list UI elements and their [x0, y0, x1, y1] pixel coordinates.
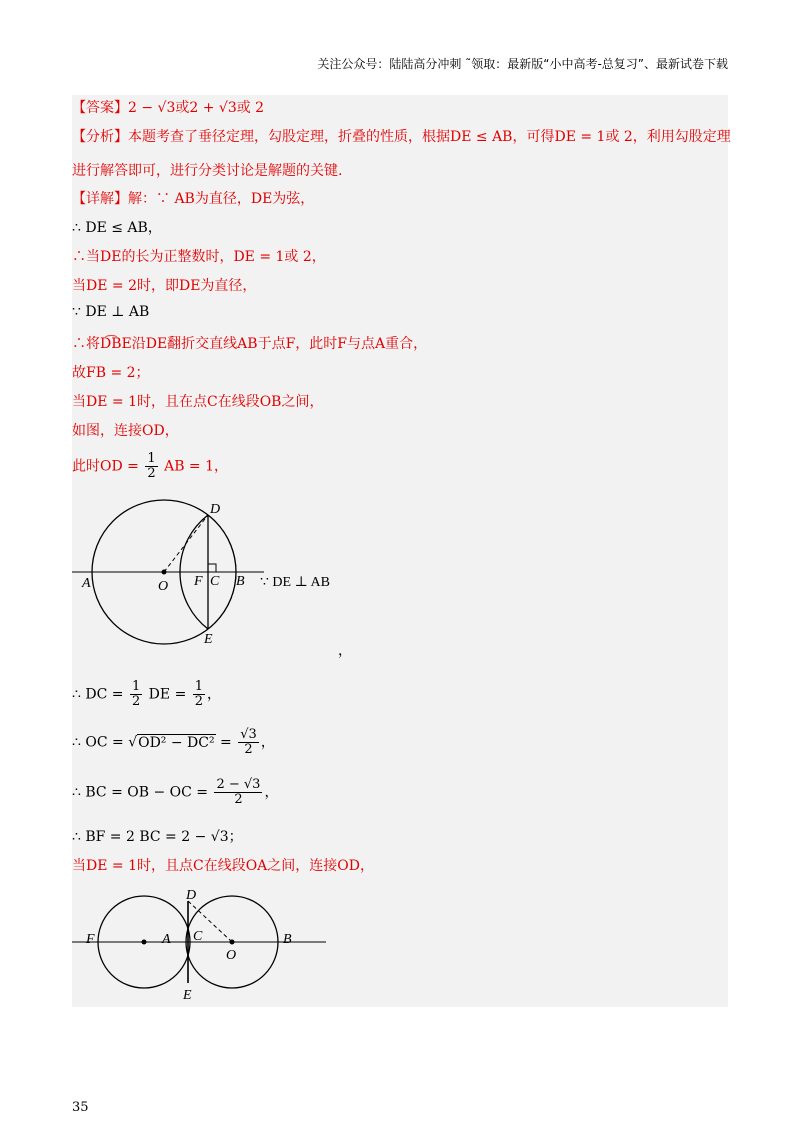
- detail-text-1: 解：∵ AB为直径，DE为弦，: [128, 191, 315, 207]
- oc-fraction-den: 2: [244, 742, 253, 757]
- label-a: A: [82, 576, 91, 591]
- label-a: A: [162, 932, 171, 947]
- label-d: D: [186, 888, 197, 903]
- detail-line-9: 如图，连接OD，: [72, 423, 179, 439]
- bc-fraction-num: 2 − √3: [216, 777, 261, 792]
- label-b: B: [283, 932, 292, 947]
- analysis-line-1: [72, 126, 731, 146]
- analysis-text-1: 本题考查了垂径定理，勾股定理，折叠的性质，根据DE ≤ AB，可得DE = 1或 2，利用勾股定理: [128, 129, 731, 145]
- center-point-o: [162, 570, 167, 575]
- answer-tag: 【答案】: [72, 100, 128, 116]
- dc-fraction-num: 1: [131, 679, 141, 694]
- figure-2: [72, 885, 342, 1005]
- label-f: F: [194, 574, 203, 589]
- oc-end: ，: [260, 734, 275, 751]
- left-center-point: [142, 940, 147, 945]
- segment-od: [164, 515, 208, 572]
- stray-comma: ，: [338, 643, 352, 659]
- right-angle-mark: [208, 564, 216, 572]
- fraction-denominator: 2: [147, 466, 156, 481]
- dc-fraction: [130, 680, 142, 709]
- detail-line-12: ∴ OC = √OD² − DC² = $\frac{√3}{2}$ ，: [72, 727, 275, 757]
- answer-text: 2 − √3或2 + √3或 2: [128, 100, 265, 116]
- dc-fraction-den: 2: [131, 694, 141, 709]
- half-fraction: [145, 452, 157, 481]
- oc-radicand: OD² − DC²: [138, 734, 215, 751]
- detail-line-2: ∴ DE ≤ AB，: [72, 220, 162, 236]
- answer-line: [72, 97, 264, 117]
- label-e: E: [183, 988, 192, 1003]
- de-fraction-num: 1: [194, 679, 204, 694]
- label-e: E: [204, 632, 213, 647]
- analysis-tag: 【分析】: [72, 129, 128, 145]
- bc-fraction-den: 2: [234, 792, 243, 807]
- od-text: 此时OD =: [72, 458, 139, 475]
- bc-fraction: [214, 778, 262, 807]
- detail-line-5: ∵ DE ⊥ AB: [72, 304, 150, 320]
- de-fraction-den: 2: [194, 694, 204, 709]
- label-c: C: [210, 574, 220, 589]
- detail-line-3: ∴当DE的长为正整数时，DE = 1或 2，: [72, 249, 326, 265]
- center-point-o: [230, 940, 235, 945]
- figure-1: [72, 495, 392, 655]
- fraction-numerator: 1: [147, 451, 156, 466]
- detail-line-10: [72, 452, 228, 481]
- label-o: O: [226, 948, 237, 963]
- oc-equals: =: [215, 734, 232, 751]
- bc-text: ∴ BC = OB − OC =: [72, 784, 209, 801]
- label-f: F: [86, 932, 95, 947]
- bc-end: ，: [264, 784, 279, 801]
- page-number: 35: [72, 1100, 89, 1115]
- detail-line-11: [72, 680, 221, 709]
- detail-line-13: [72, 778, 278, 807]
- oc-fraction-num: √3: [240, 727, 257, 742]
- label-o: O: [158, 579, 169, 594]
- detail-line-14: ∴ BF = 2 BC = 2 − √3；: [72, 829, 243, 845]
- dc-end: ，: [207, 686, 222, 703]
- detail-line-7: 故FB = 2；: [72, 365, 150, 381]
- analysis-line-2: 进行解答即可，进行分类讨论是解题的关键.: [72, 163, 343, 179]
- oc-text: ∴ OC =: [72, 734, 129, 751]
- detail-line-4: 当DE = 2时，即DE为直径，: [72, 278, 257, 294]
- side-note: ∵ DE ⊥ AB: [260, 575, 330, 590]
- dc-text: ∴ DC =: [72, 686, 124, 703]
- de-text: DE =: [148, 686, 187, 703]
- oc-fraction: [238, 728, 259, 757]
- detail-line-6: ∴将D͡BE沿DE翻折交直线AB于点F，此时F与点A重合，: [72, 336, 428, 352]
- detail-tag: 【详解】: [72, 191, 128, 207]
- de-fraction: [193, 680, 205, 709]
- detail-line-8: 当DE = 1时，且在点C在线段OB之间，: [72, 394, 324, 410]
- label-b: B: [236, 574, 245, 589]
- label-c: C: [193, 929, 203, 944]
- label-d: D: [210, 502, 221, 517]
- page-header: 关注公众号：陆陆高分冲刺 ˜领取：最新版“小中高考-总复习”、最新试卷下载: [317, 57, 728, 71]
- ab-text: AB = 1，: [164, 458, 229, 475]
- detail-line-15: 当DE = 1时，且点C在线段OA之间，连接OD，: [72, 858, 374, 874]
- detail-line-1: [72, 188, 314, 208]
